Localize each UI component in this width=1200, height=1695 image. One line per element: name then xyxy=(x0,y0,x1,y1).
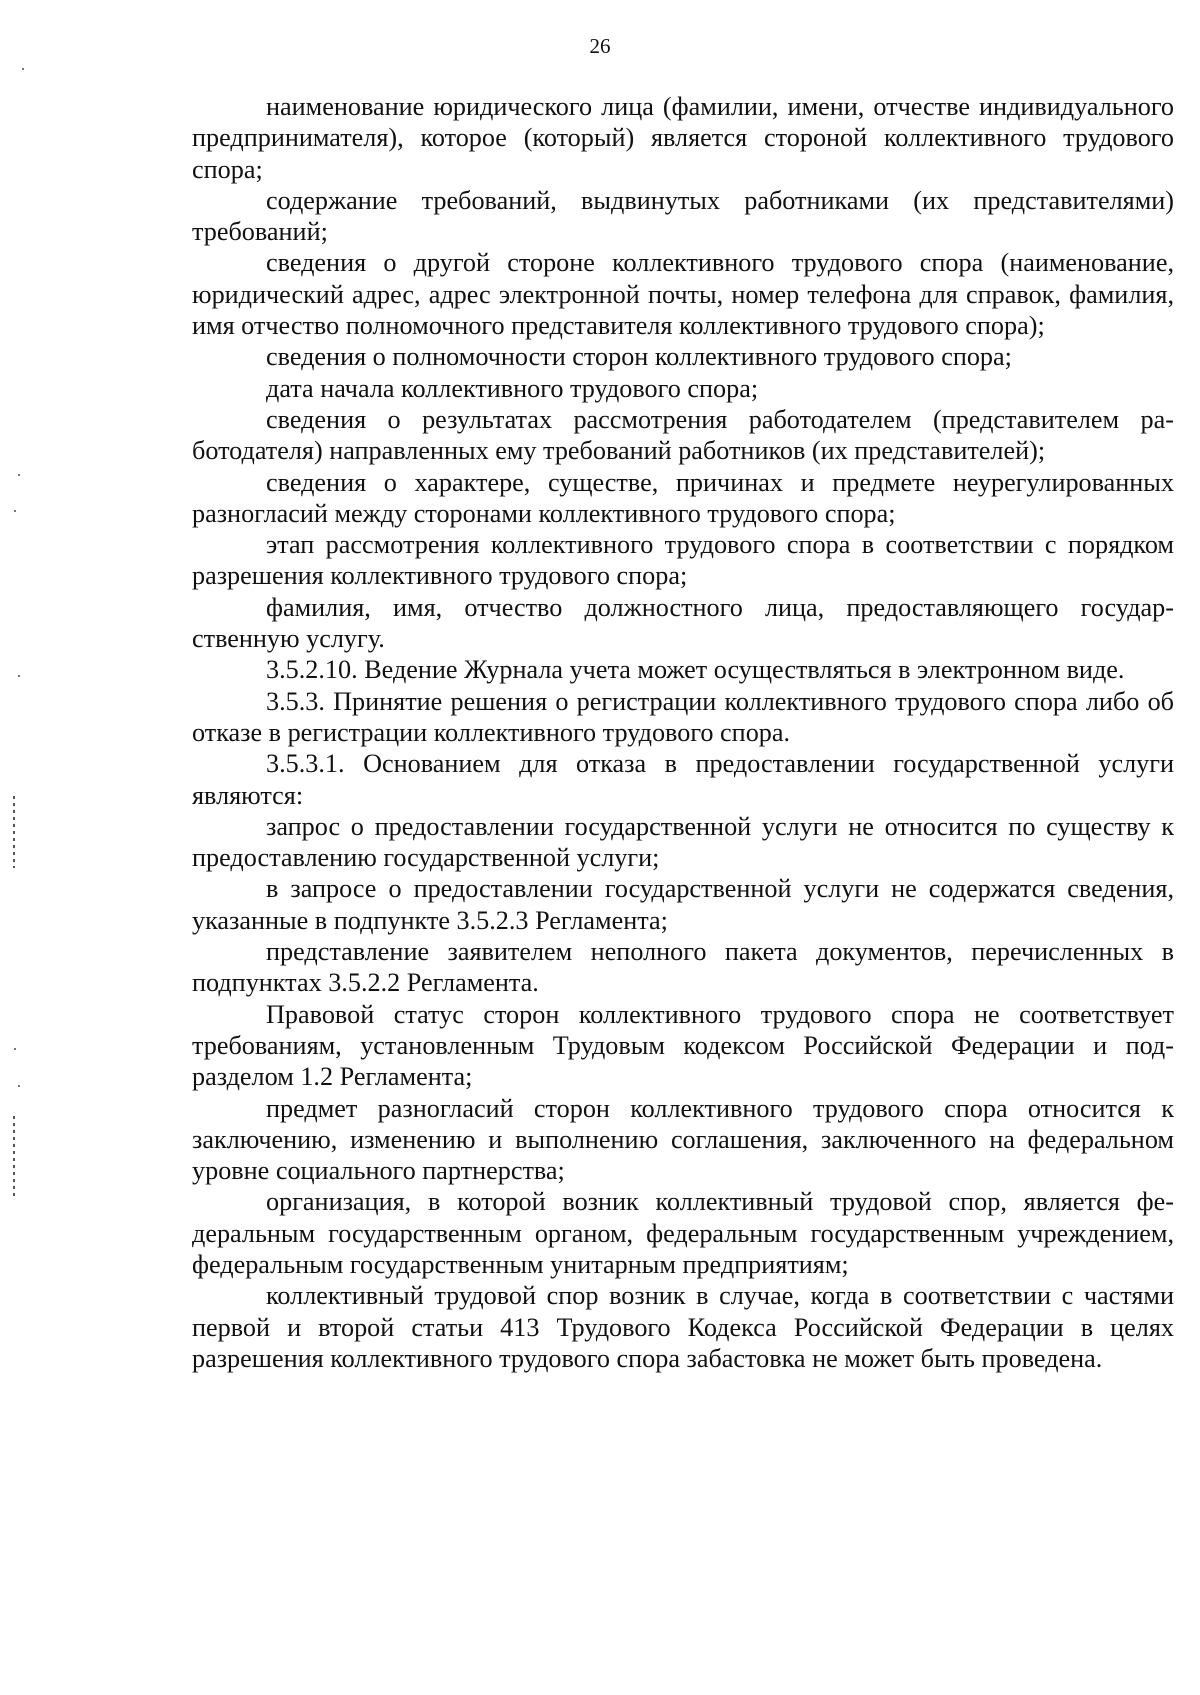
page-number: 26 xyxy=(589,34,611,58)
scan-artifact xyxy=(13,796,15,868)
paragraph: сведения о результатах рассмотрения работодателем (представителем работодателя) направленных ему требований работников (их представителей); xyxy=(192,404,1174,466)
scan-artifact xyxy=(18,474,20,476)
paragraph: наименование юридического лица (фамилии, имени, отчестве индивидуального предпринимателя), которое (который) является стороной коллективного трудового спора; xyxy=(192,92,1174,184)
section-paragraph: 3.5.3. Принятие решения о регистрации коллективного трудового спора либо об отказе в регистрации коллективного трудового спора. xyxy=(192,686,1174,747)
paragraph: представление заявителем неполного пакета документов, перечисленных в подпунктах 3.5.2.2 Регламента. xyxy=(192,937,1174,998)
paragraph: организация, в которой возник коллективный трудовой спор, является федеральным государственным органом, федеральным государственным учреждением, федеральным государственным унитарным предприятиям; xyxy=(192,1187,1174,1279)
paragraph: фамилия, имя, отчество должностного лица, предоставляющего государственную услугу. xyxy=(192,592,1174,654)
paragraph: сведения о другой стороне коллективного трудового спора (наименование, юридический адрес, адрес электронной почты, номер телефона для справок, фамилия, имя отчество полномочного представителя коллективного трудового спора); xyxy=(192,248,1174,341)
paragraph: содержание требований, выдвинутых работниками (их представителями) требований; xyxy=(192,185,1174,247)
paragraph: в запросе о предоставлении государственной услуги не содержатся сведения, указанные в подпункте 3.5.2.3 Регламента; xyxy=(192,874,1174,935)
paragraph: сведения о характере, существе, причинах и предмете неурегулированных разногласий между сторонами коллективного трудового спора; xyxy=(192,467,1174,528)
paragraph: дата начала коллективного трудового спора; xyxy=(266,373,759,403)
paragraph: коллективный трудовой спор возник в случае, когда в соответствии с частями первой и второй статьи 413 Трудового Кодекса Российской Федерации в целях разрешения коллективного трудового спора забастовка не может быть проведена. xyxy=(192,1281,1174,1373)
paragraph: запрос о предоставлении государственной услуги не относится по существу к предоставлению государственной услуги; xyxy=(192,811,1174,873)
scan-artifact xyxy=(18,1085,20,1087)
section-paragraph: 3.5.2.10. Ведение Журнала учета может осуществляться в электронном виде. xyxy=(266,655,1125,685)
paragraph: сведения о полномочности сторон коллективного трудового спора; xyxy=(266,342,1012,372)
document-body xyxy=(192,91,1174,1374)
scan-artifact xyxy=(14,510,16,512)
scan-artifact xyxy=(18,675,20,677)
scan-artifact xyxy=(22,68,24,70)
paragraph: Правовой статус сторон коллективного трудового спора не соответствует требованиям, установленным Трудовым кодексом Российской Федерации и подразделом 1.2 Регламента; xyxy=(192,999,1174,1092)
paragraph: этап рассмотрения коллективного трудового спора в соответствии с порядком разрешения коллективного трудового спора; xyxy=(192,530,1174,591)
scan-artifact xyxy=(13,1116,15,1198)
scan-artifact xyxy=(14,1048,16,1050)
section-paragraph: 3.5.3.1. Основанием для отказа в предоставлении государственной услуги являются: xyxy=(192,749,1174,810)
paragraph: предмет разногласий сторон коллективного трудового спора относится к заключению, изменению и выполнению соглашения, заключенного на федеральном уровне социального партнерства; xyxy=(192,1093,1174,1186)
